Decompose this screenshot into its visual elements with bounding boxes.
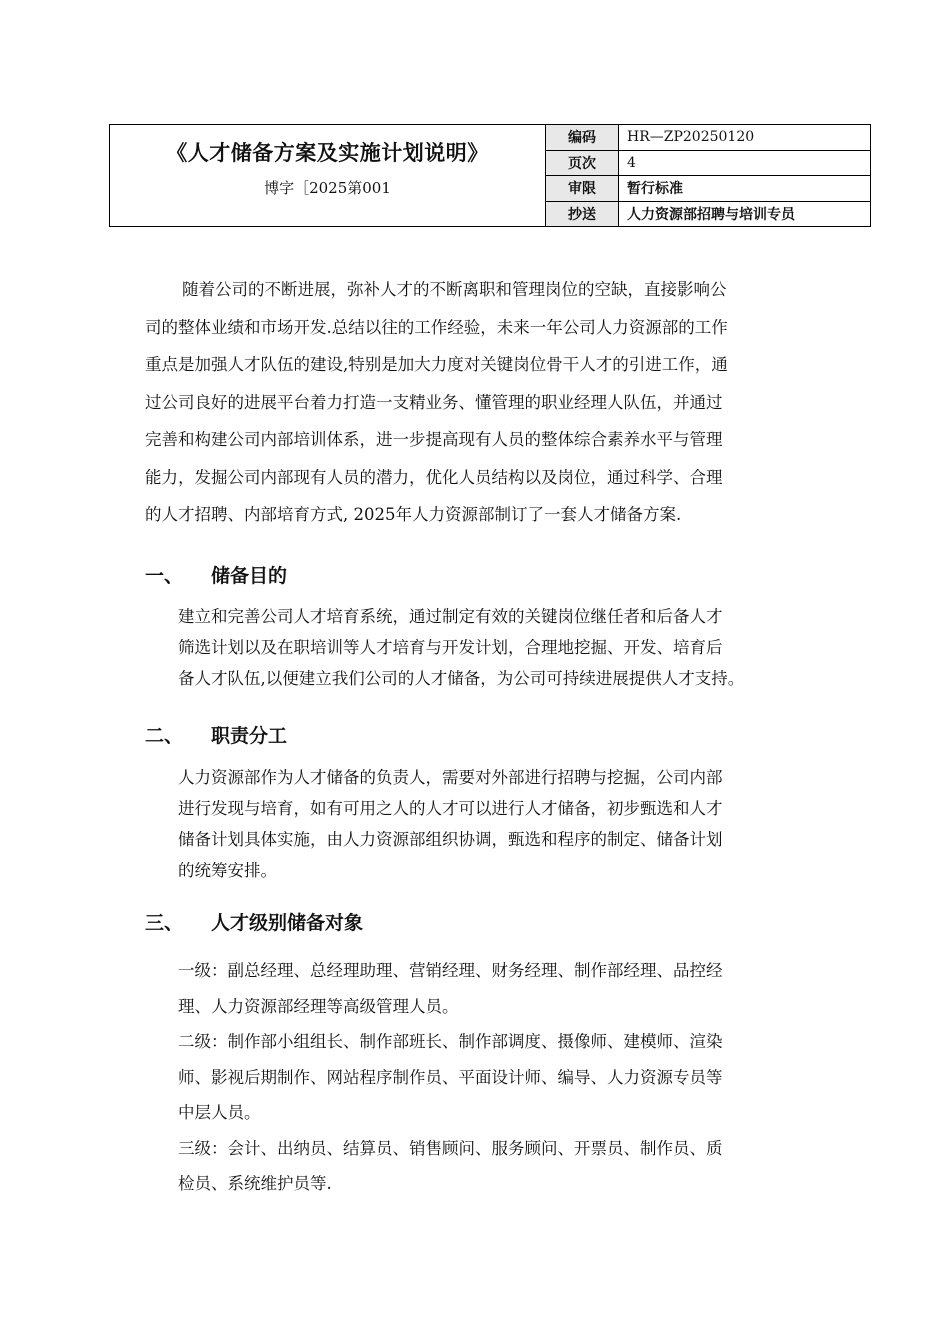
header-meta <box>546 125 870 226</box>
section-number: 一、 <box>145 565 184 587</box>
meta-row-code <box>546 125 870 151</box>
section-line: 人力资源部作为人才储备的负责人，需要对外部进行招聘与挖掘，公司内部 <box>178 768 723 787</box>
document-header-table <box>109 124 871 227</box>
intro-line: 过公司良好的进展平台着力打造一支精业务、懂管理的职业经理人队伍，并通过 <box>145 392 723 412</box>
intro-line: 能力，发掘公司内部现有人员的潜力，优化人员结构以及岗位，通过科学、合理 <box>145 467 723 487</box>
section-line: 师、影视后期制作、网站程序制作员、平面设计师、编导、人力资源专员等 <box>178 1067 723 1087</box>
section-line: 建立和完善公司人才培育系统，通过制定有效的关键岗位继任者和后备人才 <box>178 607 723 626</box>
section-line: 进行发现与培育，如有可用之人的人才可以进行人才储备，初步甄选和人才 <box>178 799 723 818</box>
section-heading-levels <box>145 908 363 935</box>
section-line: 储备计划具体实施，由人力资源部组织协调，甄选和程序的制定、储备计划 <box>178 830 723 849</box>
intro-line: 完善和构建公司内部培训体系，进一步提高现有人员的整体综合素养水平与管理 <box>145 430 723 449</box>
section-heading-purpose <box>145 561 287 588</box>
meta-key: 审限 <box>546 176 619 201</box>
meta-row-cc <box>546 202 870 227</box>
section-title: 职责分工 <box>211 725 288 747</box>
intro-paragraph <box>145 271 835 534</box>
section-line: 一级：副总经理、总经理助理、营销经理、财务经理、制作部经理、品控经 <box>178 961 723 980</box>
meta-value: 暂行标准 <box>627 181 683 198</box>
section-title: 储备目的 <box>211 565 288 587</box>
meta-row-page <box>546 151 870 177</box>
section-body-purpose <box>178 601 838 694</box>
intro-line: 随着公司的不断进展，弥补人才的不断离职和管理岗位的空缺，直接影响公 <box>182 280 727 299</box>
section-title: 人才级别储备对象 <box>211 912 364 934</box>
meta-key: 编码 <box>546 125 619 150</box>
section-heading-duties <box>145 721 287 748</box>
meta-key: 页次 <box>546 151 619 176</box>
section-line: 中层人员。 <box>178 1103 261 1122</box>
meta-row-review <box>546 176 870 202</box>
section-line: 理、人力资源部经理等高级管理人员。 <box>178 996 459 1016</box>
intro-line: 重点是加强人才队伍的建设,特别是加大力度对关键岗位骨干人才的引进工作，通 <box>145 355 728 374</box>
meta-value: HR—ZP20250120 <box>627 129 755 146</box>
meta-value: 4 <box>627 154 636 171</box>
meta-value: 人力资源部招聘与培训专员 <box>627 206 795 223</box>
document-title: 《人才储备方案及实施计划说明》 <box>166 140 489 165</box>
intro-line: 司的整体业绩和市场开发.总结以往的工作经验，未来一年公司人力资源部的工作 <box>145 317 728 337</box>
meta-key: 抄送 <box>546 202 619 227</box>
section-number: 三、 <box>145 912 184 934</box>
document-number: 博字［2025第001 <box>264 179 391 197</box>
intro-line: 的人才招聘、内部培育方式, 2025年人力资源部制订了一套人才储备方案. <box>145 505 682 524</box>
section-line: 备人才队伍,以便建立我们公司的人才储备，为公司可持续进展提供人才支持。 <box>178 669 745 688</box>
section-line: 三级：会计、出纳员、结算员、销售顾问、服务顾问、开票员、制作员、质 <box>178 1138 723 1158</box>
header-title-cell <box>110 125 546 226</box>
section-line: 的统筹安排。 <box>178 861 277 880</box>
section-line: 筛选计划以及在职培训等人才培育与开发计划，合理地挖掘、开发、培育后 <box>178 638 723 657</box>
section-line: 检员、系统维护员等. <box>178 1174 332 1193</box>
section-body-levels <box>178 955 838 1204</box>
section-body-duties <box>178 762 838 886</box>
section-number: 二、 <box>145 725 184 747</box>
section-line: 二级：制作部小组组长、制作部班长、制作部调度、摄像师、建模师、渲染 <box>178 1032 723 1051</box>
